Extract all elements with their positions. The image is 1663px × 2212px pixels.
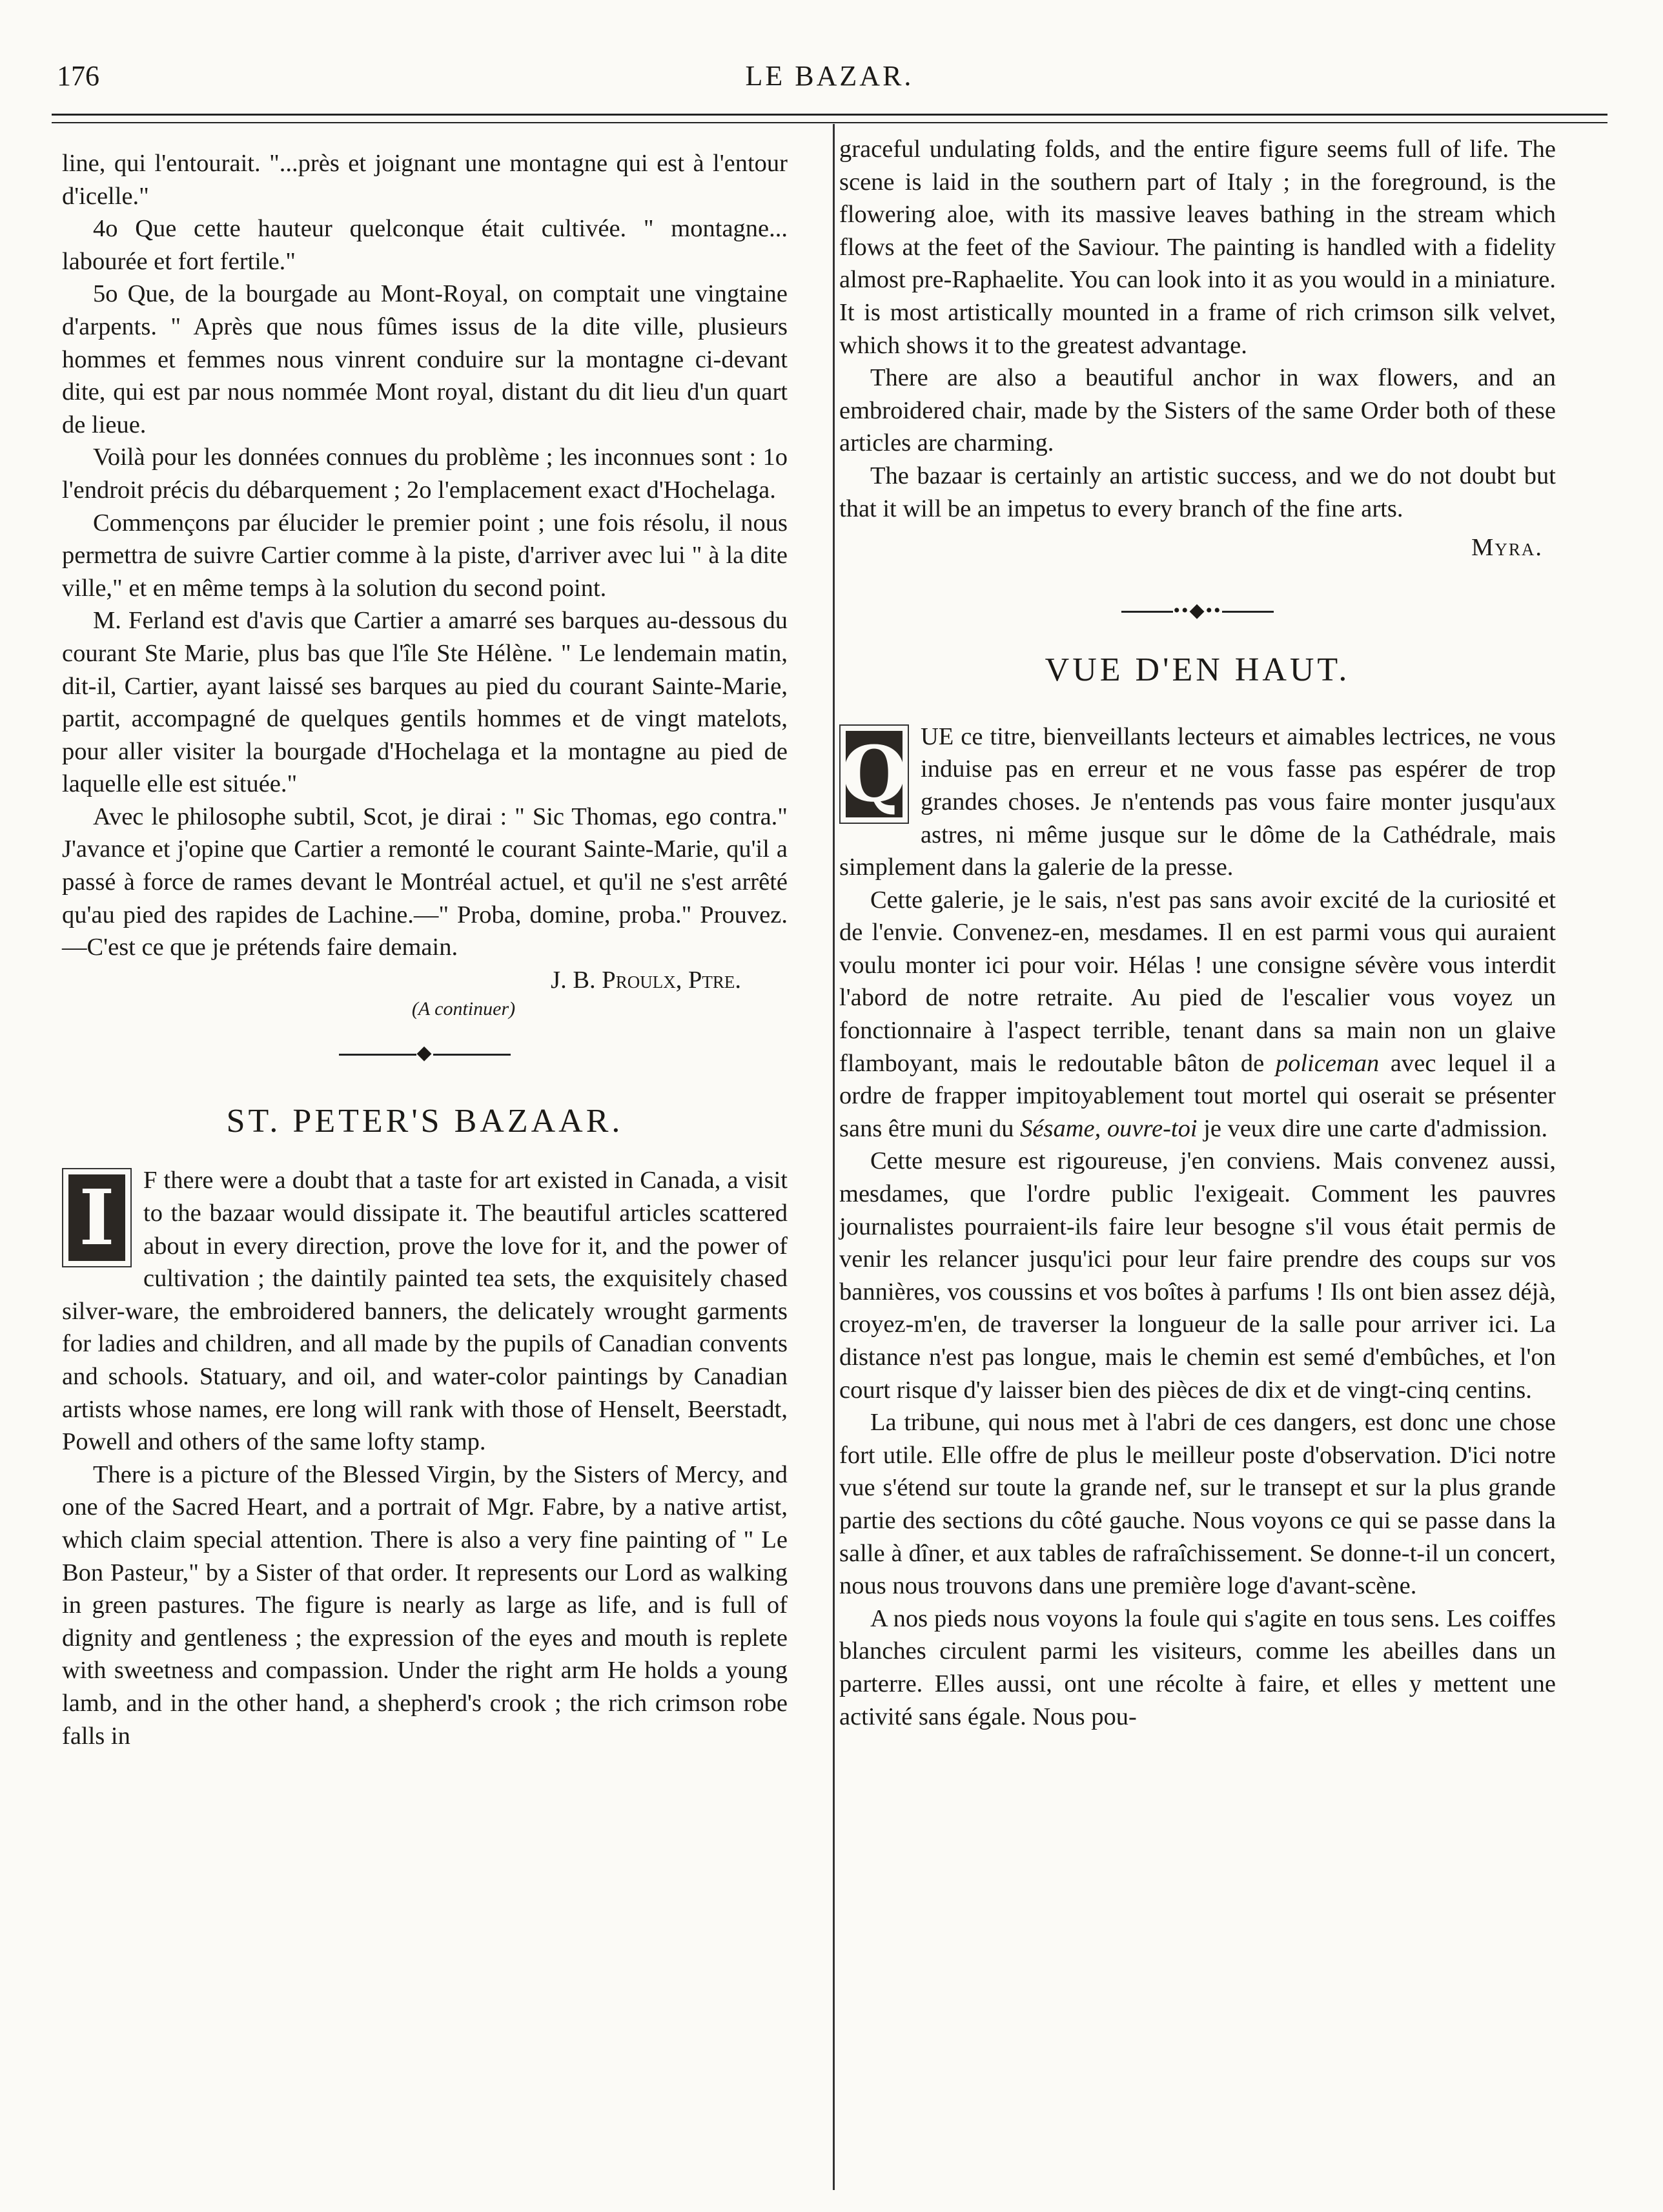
continued-note: (A continuer) — [411, 998, 516, 1020]
paragraph: 5o Que, de la bourgade au Mont-Royal, on comptait une vingtaine d'arpents. " Après que nous fûmes issus de la dite ville, plusieurs hommes et femmes nous vinrent conduire sur la montagne ci-devant dite, qui est par nous nommée Mont royal, distant du dit lieu d'un quart de lieue. — [62, 280, 788, 438]
section-title: VUE D'EN HAUT. — [1045, 651, 1351, 688]
page-number: 176 — [57, 60, 99, 92]
drop-cap: Q — [839, 724, 909, 824]
paragraph: 4o Que cette hauteur quelconque était cultivée. " montagne... labourée et fort fertile." — [62, 215, 788, 275]
italic-term: Sésame, ouvre-toi — [1020, 1114, 1198, 1142]
running-head: LE BAZAR. — [745, 60, 914, 92]
author-signature: Myra. — [1471, 534, 1543, 562]
paragraph: Cette mesure est rigoureuse, j'en conviens. Mais convenez aussi, mesdames, que l'ordre public l'exigeait. Comment les pauvres journalistes pourraient-ils faire leur besogne s'il vous était permis de venir les relancer jusqu'ici pour leur faire prendre des coups sur vos bannières, vos coussins et vos boîtes à parfums ! Ils ont bien assez déjà, croyez-m'en, de traverser la longueur de la salle pour arriver ici. La distance n'est pas longue, mais le chemin est semé d'embûches, et l'on court risque d'y laisser bien des pièces de dix et de vingt-cinq centins. — [839, 1147, 1556, 1404]
ornament-divider: ••◆•• — [839, 598, 1556, 624]
paragraph: La tribune, qui nous met à l'abri de ces dangers, est donc une chose fort utile. Elle offre de plus le meilleur poste d'observation. D'ici notre vue s'étend sur toute la grande nef, sur le transept et sur la plus grande partie des sections du côté gauche. Nous voyons ce qui se passe dans la salle à dîner, et aux tables de rafraîchissement. Se donne-t-il un concert, nous nous trouvons dans une première loge d'avant-scène. — [839, 1409, 1556, 1600]
paragraph: There is a picture of the Blessed Virgin, by the Sisters of Mercy, and one of the Sacred Heart, and a portrait of Mgr. Fabre, by a native artist, which claim special attention. There is also a very fine painting of " Le Bon Pasteur," by a Sister of that order. It represents our Lord as walking in green pastures. The figure is nearly as large as life, and is full of dignity and gentleness ; the expression of the eyes and mouth is replete with sweetness and compassion. Under the right arm He holds a young lamb, and in the other hand, a shepherd's crook ; the rich crimson robe falls in — [62, 1460, 788, 1750]
paragraph: There are also a beautiful anchor in wax flowers, and an embroidered chair, made by the Sisters of the same Order both of these articles are charming. — [839, 364, 1556, 457]
header-rule — [52, 114, 1607, 123]
text-run: avec lequel il a ordre de frapper impitoyablement tout mortel qui oserait se présenter sans être muni du — [839, 1049, 1556, 1142]
page-header — [52, 59, 1607, 98]
italic-term: policeman — [1275, 1049, 1380, 1077]
paragraph: Voilà pour les données connues du problème ; les inconnues sont : 1o l'endroit précis du débarquement ; 2o l'emplacement exact d'Hochelaga. — [62, 444, 788, 504]
paragraph — [839, 884, 1556, 1145]
paragraph: Avec le philosophe subtil, Scot, je dirai : " Sic Thomas, ego contra." J'avance et j'opine que Cartier a remonté le courant Sainte-Marie, qu'il a passé à force de rames devant le Montréal actuel, et qu'il ne s'est arrêté qu'au pied des rapides de Lachine.—" Proba, domine, proba." Prouvez.—C'est ce que je prétends faire demain. — [62, 803, 788, 961]
left-column — [62, 147, 788, 1752]
text-run: je veux dire une carte d'admission. — [1197, 1114, 1548, 1142]
paragraph: Commençons par élucider le premier point ; une fois résolu, il nous permettra de suivre Cartier comme à la piste, d'arriver avec lui " à la dite ville," et en même temps à la solution du second point. — [62, 509, 788, 602]
paragraph: F there were a doubt that a taste for art existed in Canada, a visit to the bazaar would dissipate it. The beautiful articles scattered about in every direction, prove the love for it, and the power of cultivation ; the daintily painted tea sets, the exquisitely chased silver-ware, the embroidered banners, the delicately wrought garments for ladies and children, and all made by the pupils of Canadian convents and schools. Statuary, and oil, and water-color paintings by Canadian artists whose names, ere long will rank with those of Henselt, Beerstadt, Powell and others of the same lofty stamp. — [62, 1167, 788, 1456]
drop-cap: I — [62, 1168, 132, 1267]
author-signature: J. B. Proulx, Ptre. — [551, 966, 741, 994]
column-divider — [833, 124, 835, 2190]
right-column — [839, 133, 1556, 1733]
paragraph: line, qui l'entourait. "...près et joignant une montagne qui est à l'entour d'icelle." — [62, 150, 788, 210]
ornament-divider: ◆ — [62, 1040, 788, 1066]
text-run: Cette galerie, je le sais, n'est pas sans avoir excité de la curiosité et de l'envie. Convenez-en, mesdames. Il en est parmi vous qui auraient voulu monter ici pour voir. Hélas ! une consigne sévère vous interdit l'abord de notre retraite. Au pied de l'escalier vous voyez un fonctionnaire à l'aspect terrible, tenant dans sa main non un glaive flamboyant, mais le redoutable bâton de — [839, 886, 1556, 1077]
paragraph: A nos pieds nous voyons la foule qui s'agite en tous sens. Les coiffes blanches circulent parmi les visiteurs, comme les abeilles dans un parterre. Elles aussi, ont une récolte à faire, et elles y mettent une activité sans égale. Nous pou- — [839, 1604, 1556, 1730]
paragraph: M. Ferland est d'avis que Cartier a amarré ses barques au-dessous du courant Ste Marie, plus bas que l'île Ste Hélène. " Le lendemain matin, dit-il, Cartier, ayant laissé ses barques au pied du courant Sainte-Marie, partit, accompagné de quelques gentils hommes et de vingt matelots, pour aller visiter la bourgade d'Hochelaga et la montagne au pied de laquelle elle est située." — [62, 607, 788, 798]
paragraph: UE ce titre, bienveillants lecteurs et aimables lectrices, ne vous induise pas en erreur et ne vous fasse pas espérer de trop grandes choses. Je n'entends pas vous faire monter jusqu'aux astres, ni même jusque sur le dôme de la Cathédrale, mais simplement dans la galerie de la presse. — [839, 722, 1556, 881]
section-title: ST. PETER'S BAZAAR. — [226, 1103, 624, 1140]
paragraph: graceful undulating folds, and the entire figure seems full of life. The scene is laid in the southern part of Italy ; in the foreground, is the flowering aloe, with its massive leaves bathing in the stream which flows at the feet of the Saviour. The painting is handled with a fidelity almost pre-Raphaelite. You can look into it as you would in a miniature. It is most artistically mounted in a frame of rich crimson silk velvet, which shows it to the greatest advantage. — [839, 136, 1556, 359]
paragraph: The bazaar is certainly an artistic success, and we do not doubt but that it will be an impetus to every branch of the fine arts. — [839, 462, 1556, 522]
